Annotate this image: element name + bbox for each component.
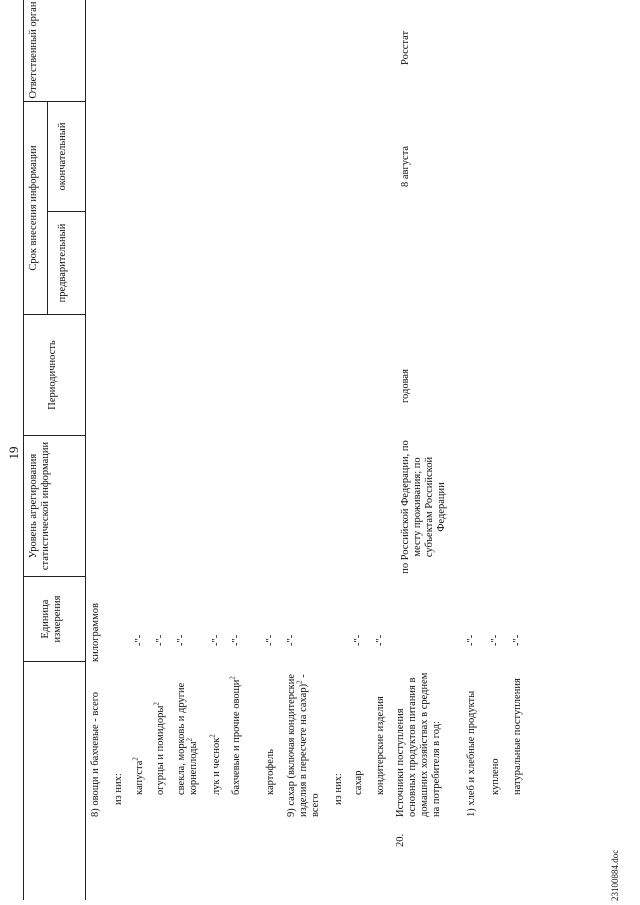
unit-potatoes: -"- <box>265 634 276 646</box>
header-final: окончательный <box>57 122 68 191</box>
row-sugar-total: 9) сахар (включая кондитерские изделия в пересчете на сахар)$^2$ - всего <box>286 673 321 817</box>
row-20-responsible: Росстат <box>400 30 411 65</box>
row-of-them-1: из них: <box>113 773 124 805</box>
header-periodicity: Периодичность <box>47 340 58 410</box>
unit-cucumbers: -"- <box>155 634 166 646</box>
col-divider-2 <box>23 576 85 577</box>
unit-sugar-total: -"- <box>286 634 297 646</box>
unit-melons: -"- <box>231 634 242 646</box>
header-deadline: Срок внесения информации <box>28 145 39 271</box>
unit-root-vegetables: -"- <box>176 634 187 646</box>
row-bought: куплено <box>490 758 501 795</box>
row-bread: 1) хлеб и хлебные продукты <box>466 690 477 817</box>
row-20-name: Источники поступления основных продуктов питания в домашних хозяйствах в среднем на потребителя в год: <box>395 672 442 817</box>
unit-bread: -"- <box>466 634 477 646</box>
row-confectionery: кондитерские изделия <box>375 696 386 795</box>
col-divider-3 <box>23 435 85 436</box>
unit-confectionery: -"- <box>375 634 386 646</box>
col-divider-4 <box>23 314 85 315</box>
row-potatoes: картофель <box>265 749 276 795</box>
col-divider-5 <box>47 211 85 212</box>
header-responsible: Ответственный орган <box>28 1 39 99</box>
row-sugar: сахар <box>353 770 364 795</box>
row-of-them-2: из них: <box>333 773 344 805</box>
deadline-sub-line <box>47 102 48 315</box>
row-vegetables-total: 8) овощи и бахчевые - всего <box>90 691 101 817</box>
row-natural: натуральные поступления <box>512 678 523 795</box>
unit-vegetables-total: килограммов <box>90 603 101 662</box>
header-bottom-line <box>85 0 86 900</box>
row-cabbage: капуста$^2$ <box>131 757 145 795</box>
row-20-aggregation: по Российской Федерации, по месту проживания; по субъектам Российской Федерации <box>400 440 447 574</box>
row-melons: бахчевые и прочие овощи$^2$ <box>228 676 242 795</box>
header-unit: Единица измерения <box>40 595 63 643</box>
row-20-number: 20. <box>395 833 406 847</box>
col-divider-6 <box>23 101 85 102</box>
col-divider-1 <box>23 661 85 662</box>
unit-onion-garlic: -"- <box>211 634 222 646</box>
unit-bought: -"- <box>490 634 501 646</box>
row-onion-garlic: лук и чеснок$^2$ <box>208 734 222 795</box>
header-preliminary: предварительный <box>57 223 68 303</box>
page-number: 19 <box>6 446 21 460</box>
unit-natural: -"- <box>512 634 523 646</box>
file-reference: 23100884.doc <box>610 849 620 901</box>
row-20-final-date: 8 августа <box>400 145 411 187</box>
row-root-vegetables: свекла, морковь и другие корнеплоды$^2$ <box>176 682 199 795</box>
unit-cabbage: -"- <box>134 634 145 646</box>
row-20-periodicity: годовая <box>400 369 411 403</box>
unit-sugar: -"- <box>353 634 364 646</box>
row-cucumbers: огурцы и помидоры$^2$ <box>152 702 166 795</box>
table-top-line <box>23 0 24 900</box>
header-aggregation: Уровень агрегирования статистической информации <box>28 441 51 571</box>
